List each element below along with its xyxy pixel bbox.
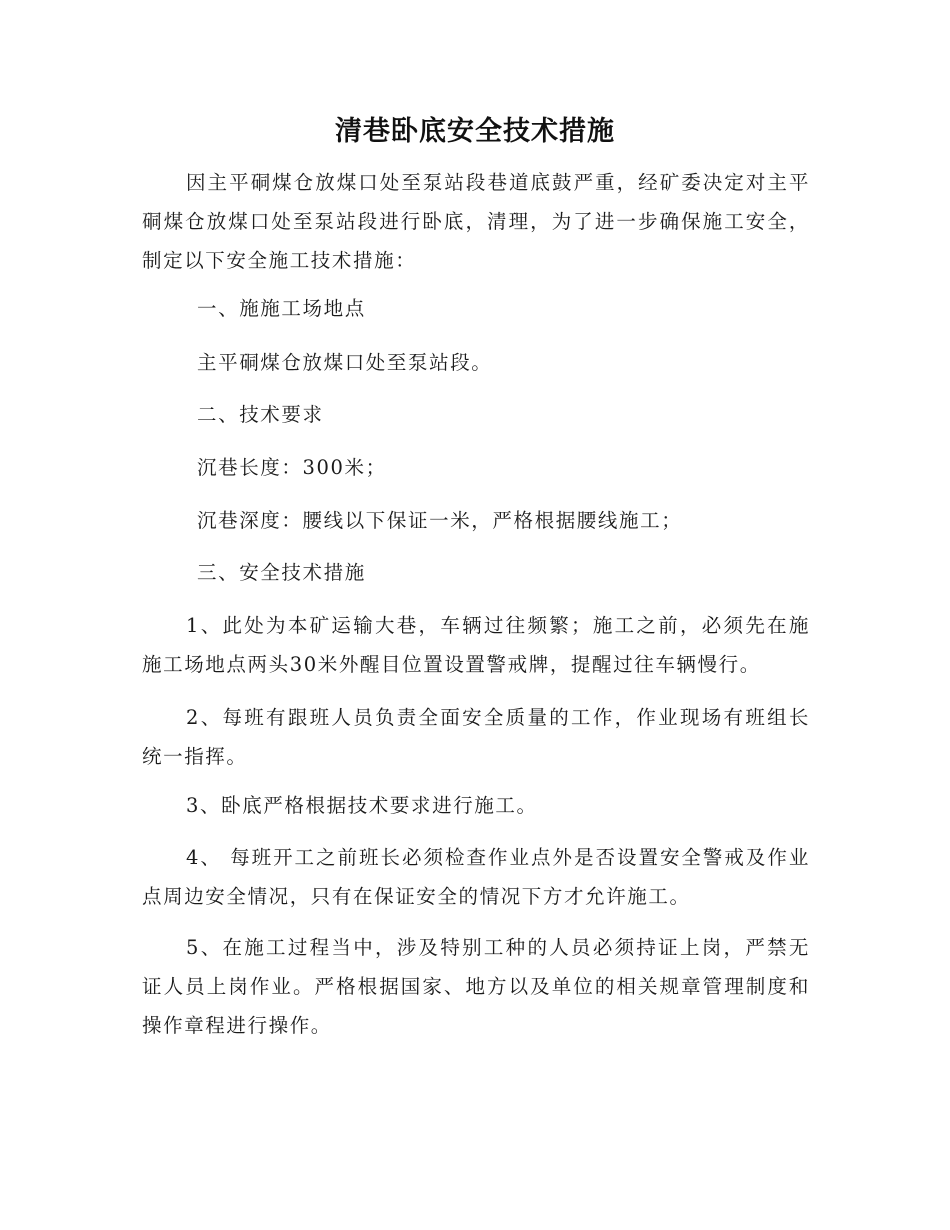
measure-item-3: 3、卧底严格根据技术要求进行施工。 (186, 794, 538, 817)
section-2-depth: 沉巷深度：腰线以下保证一米，严格根据腰线施工； (197, 509, 683, 532)
section-3-heading: 三、安全技术措施 (197, 561, 366, 584)
document-title: 清巷卧底安全技术措施 (335, 116, 615, 147)
measure-item-1: 1、此处为本矿运输大巷，车辆过往频繁；施工之前，必须先在施施工场地点两头30米外醒目位置设置警戒牌，提醒过往车辆慢行。 (142, 614, 810, 676)
section-1-text: 主平硐煤仓放煤口处至泵站段。 (197, 351, 493, 374)
section-1-heading: 一、施施工场地点 (197, 297, 366, 320)
section-2-length: 沉巷长度：300米； (197, 456, 387, 479)
intro-paragraph: 因主平硐煤仓放煤口处至泵站段巷道底鼓严重，经矿委决定对主平硐煤仓放煤口处至泵站段进行卧底，清理，为了进一步确保施工安全，制定以下安全施工技术措施： (142, 171, 810, 272)
measure-item-5: 5、在施工过程当中，涉及特别工种的人员必须持证上岗，严禁无证人员上岗作业。严格根据国家、地方以及单位的相关规章管理制度和操作章程进行操作。 (142, 936, 810, 1037)
section-2-heading: 二、技术要求 (197, 403, 324, 426)
measure-item-2: 2、每班有跟班人员负责全面安全质量的工作，作业现场有班组长统一指挥。 (142, 706, 810, 768)
measure-item-4: 4、 每班开工之前班长必须检查作业点外是否设置安全警戒及作业点周边安全情况，只有在保证安全的情况下方才允许施工。 (142, 846, 810, 908)
